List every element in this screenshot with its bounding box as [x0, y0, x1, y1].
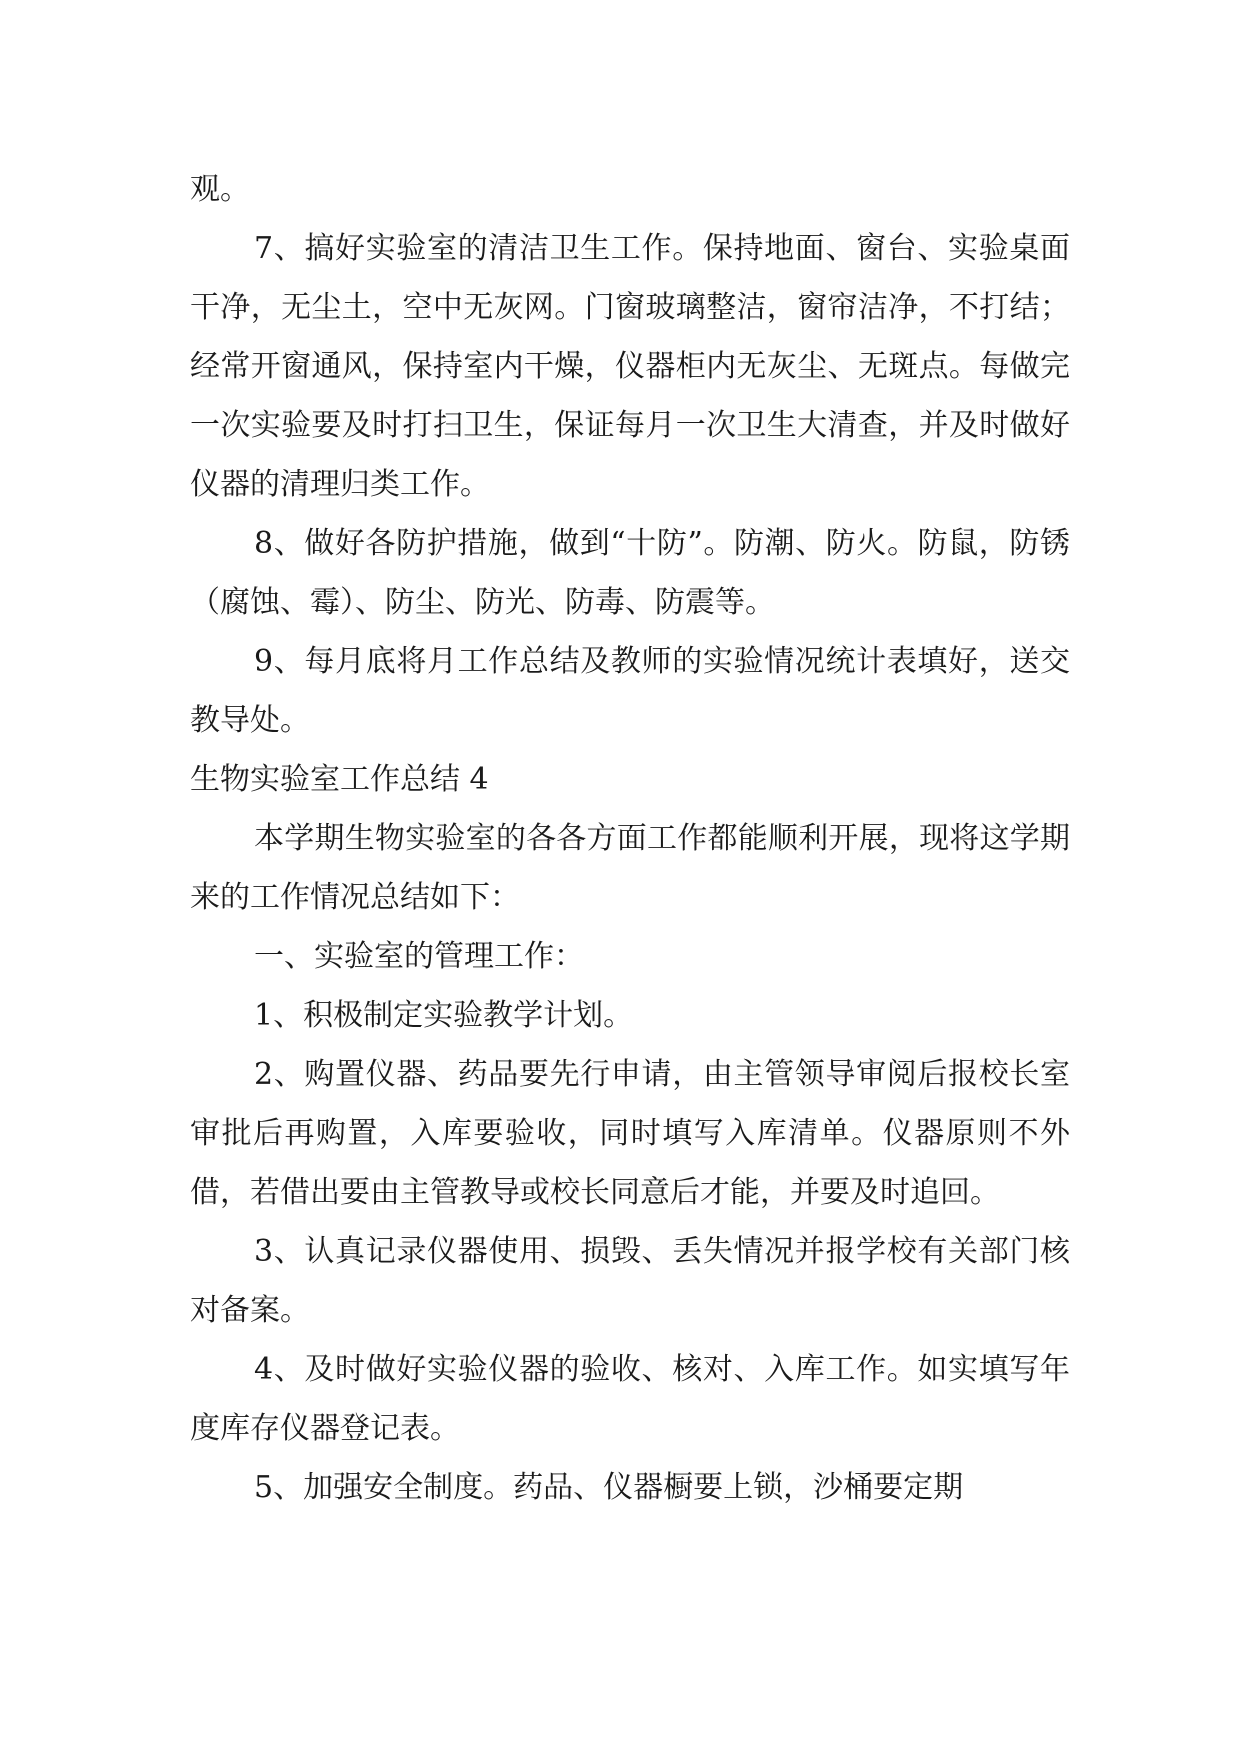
paragraph: 9、每月底将月工作总结及教师的实验情况统计表填好，送交教导处。 [190, 644, 1070, 738]
subheading: 一、实验室的管理工作： [254, 939, 584, 974]
paragraph: 3、认真记录仪器使用、损毁、丢失情况并报学校有关部门核对备案。 [190, 1234, 1070, 1328]
paragraph: 2、购置仪器、药品要先行申请，由主管领导审阅后报校长室审批后再购置，入库要验收，同时填写入库清单。仪器原则不外借，若借出要由主管教导或校长同意后才能，并要及时追回。 [190, 1057, 1070, 1210]
paragraph: 8、做好各防护措施，做到“十防”。防潮、防火。防鼠，防锈（腐蚀、霉）、防尘、防光、防毒、防震等。 [190, 526, 1070, 620]
paragraph: 本学期生物实验室的各各方面工作都能顺利开展，现将这学期来的工作情况总结如下： [190, 821, 1070, 915]
paragraph: 4、及时做好实验仪器的验收、核对、入库工作。如实填写年度库存仪器登记表。 [190, 1352, 1070, 1446]
paragraph: 观。 [190, 172, 250, 207]
paragraph: 1、积极制定实验教学计划。 [254, 998, 634, 1033]
paragraph: 5、加强安全制度。药品、仪器橱要上锁，沙桶要定期 [254, 1470, 964, 1505]
section-heading: 生物实验室工作总结 4 [190, 762, 489, 797]
document-body [190, 160, 1070, 1517]
paragraph: 7、搞好实验室的清洁卫生工作。保持地面、窗台、实验桌面干净，无尘土，空中无灰网。门窗玻璃整洁，窗帘洁净，不打结；经常开窗通风，保持室内干燥，仪器柜内无灰尘、无斑点。每做完一次实验要及时打扫卫生，保证每月一次卫生大清查，并及时做好仪器的清理归类工作。 [190, 231, 1070, 502]
